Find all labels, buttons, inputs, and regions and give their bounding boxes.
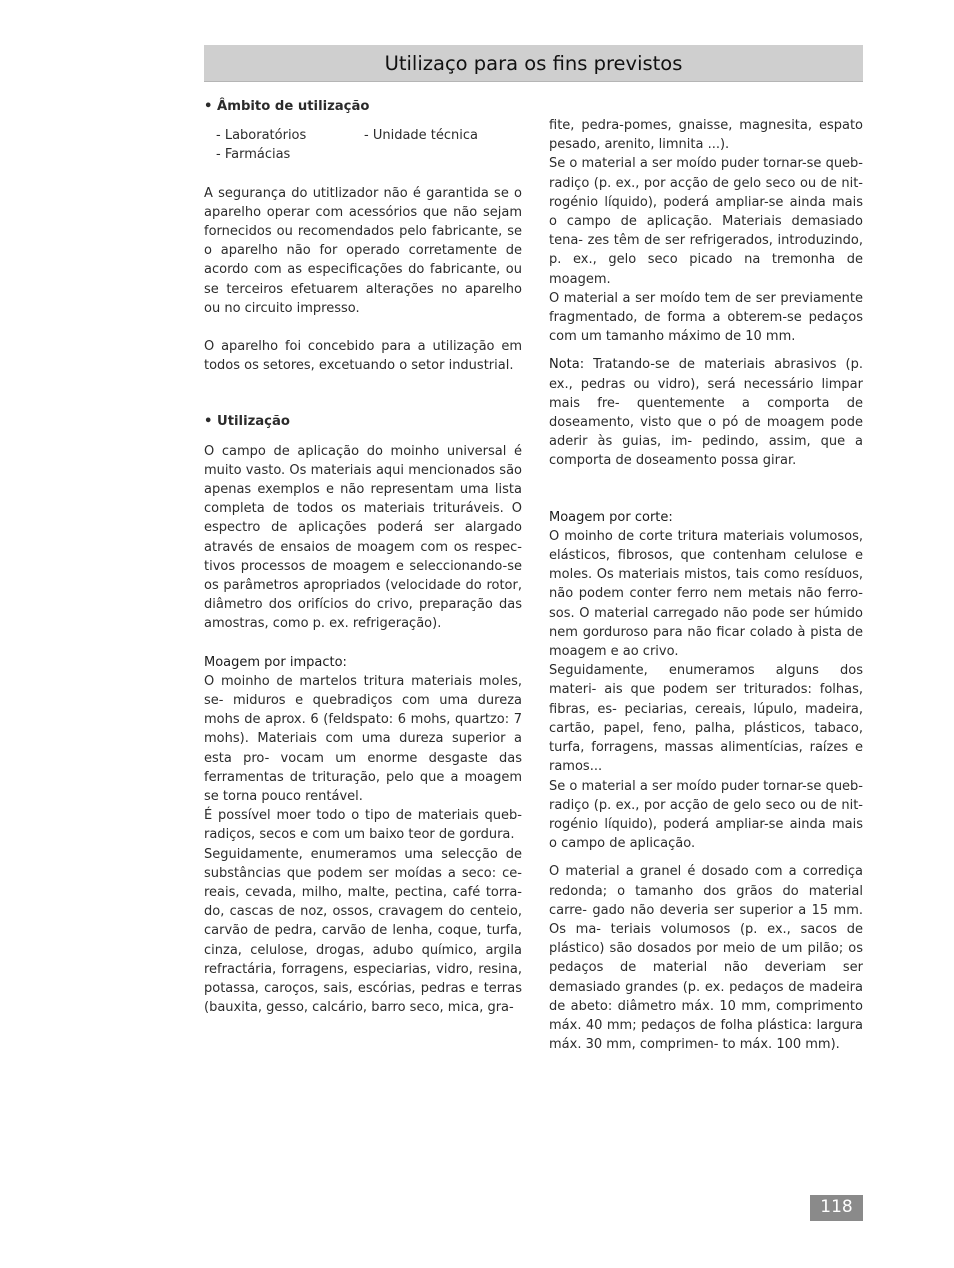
paragraph-impacto-1: O moinho de martelos tritura materiais moles, se- miduros e quebradiços com uma dureza mohs de aprox. 6 (feldspato: 6 mohs, quartzo: 7 mohs). Materiais com uma dureza superior a esta pro- vocam um enorme desgaste das ferramentas de trituração, pelo que a moagem se torna pouco rentável. [204, 673, 522, 805]
paragraph-corte-1: O moinho de corte tritura materiais volumosos, elásticos, fibrosos, que contenham celulose e moles. Os materiais mistos, tais como resíduos, não podem conter ferro nem metais não ferro- sos. O material carregado não pode ser húmido nem gorduroso para não ficar colado à pista de moagem e ao crivo. [549, 528, 863, 660]
list-item-laboratorios: - Laboratórios [216, 128, 307, 144]
section-title-utilizacao: • Utilização [204, 414, 290, 430]
paragraph-continued-2: Se o material a ser moído puder tornar-se queb- radiço (p. ex., por acção de gelo seco ou de nit- rogénio líquido), poderá ampliar-se ainda mais o campo de aplicação. Materiais demasiado tena- zes têm de ser refrigerados, introduzindo, p. ex., gelo seco picado na tremonha de moagem. [549, 156, 863, 287]
left-column [204, 97, 522, 1018]
list-item-farmacias: - Farmácias [216, 147, 291, 163]
list-row-1 [204, 126, 522, 145]
page-title: Utilizaço para os fins previstos [384, 52, 683, 75]
paragraph-seguranca: A segurança do utitlizador não é garantida se o aparelho operar com acessórios que não sejam fornecidos ou recomendados pelo fabricante, se o aparelho não for operado corretamente de acordo com as especificações do fabricante, ou se terceiros efetuarem alterações no aparelho ou no circuito impresso. [204, 185, 522, 316]
subheading-impacto: Moagem por impacto: [204, 654, 347, 670]
paragraph-concebido: O aparelho foi concebido para a utilização em todos os setores, excetuando o setor industrial. [204, 339, 522, 374]
paragraph-corte-3: Se o material a ser moído puder tornar-se queb- radiço (p. ex., por acção de gelo seco ou de nit- rogénio líquido), poderá ampliar-se ainda mais o campo de aplicação. [549, 778, 863, 852]
paragraph-continued-3: O material a ser moído tem de ser previamente fragmentado, de forma a obterem-se pedaços com um tamanho máximo de 10 mm. [549, 290, 863, 345]
paragraph-impacto-2: É possível moer todo o tipo de materiais queb- radiços, secos e com um baixo teor de gordura. [204, 808, 522, 843]
paragraph-corte-2: Seguidamente, enumeramos alguns dos materi- ais que podem ser triturados: folhas, fibras, es- peciarias, cereais, lúpulo, madeira, cartão, papel, feno, palha, plásticos, tabaco, turfa, forragens, massas alimentícias, raízes e ramos... [549, 663, 863, 775]
list-item-unidade-tecnica: - Unidade técnica [364, 128, 478, 144]
section-title-ambito: • Âmbito de utilização [204, 99, 370, 114]
paragraph-impacto-3: Seguidamente, enumeramos uma selecção de substâncias que podem ser moídas a seco: ce- reais, cevada, milho, malte, pectina, café torra- do, cascas de noz, ossos, cravagem do centeio, carvão de pedra, carvão de lenha, coque, turfa, cinza, celulose, drogas, adubo químico, argila refractária, forragens, especiarias, vidro, resina, potassa, caroços, sais, escórias, pedras e terras (bauxita, gesso, calcário, barro seco, mica, gra- [204, 846, 522, 1016]
nota-label: Nota: [549, 357, 585, 373]
list-row-2 [204, 145, 522, 164]
page-number: 118 [810, 1195, 863, 1221]
right-column [549, 116, 863, 1054]
paragraph-granel: O material a granel é dosado com a corrediça redonda; o tamanho dos grãos do material carre- gado não deveria ser superior a 15 mm. Os ma- teriais volumosos (p. ex., sacos de plástico) são dosados por meio de um pilão; os pedaços de material não deveriam ser demasiado grandes (p. ex. pedaços de madeira de abeto: diâmetro máx. 10 mm, comprimento máx. 40 mm; pedaços de folha plástica: largura máx. 30 mm, comprimen- to máx. 100 mm). [549, 864, 863, 1053]
paragraph-campo: O campo de aplicação do moinho universal é muito vasto. Os materiais aqui mencionados são apenas exemplos e não representam uma lista completa de todos os materiais trituráveis. O espectro de aplicações poderá ser alargado através de ensaios de moagem com os respec- tivos processos de moagem e seleccionando-se os parâmetros apropriados (velocidade do rotor, diâmetro dos orifícios do crivo, preparação das amostras, como p. ex. refrigeração). [204, 443, 522, 632]
paragraph-nota [549, 355, 863, 470]
paragraph-continued-1: fite, pedra-pomes, gnaisse, magnesita, espato pesado, arenito, limnita ...). [549, 118, 863, 153]
page-header-bar [204, 45, 863, 82]
subheading-corte: Moagem por corte: [549, 509, 673, 525]
nota-text: Tratando-se de materiais abrasivos (p. ex., pedras ou vidro), será necessário limpar mais fre- quentemente a comporta de doseamento, visto que o pó de moagem pode aderir às guias, im- pedindo, assim, que a comporta de doseamento possa girar. [549, 357, 863, 469]
